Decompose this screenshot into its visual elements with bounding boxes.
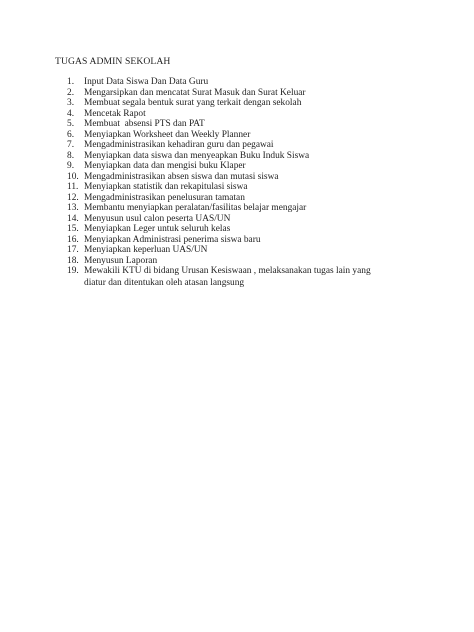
list-item-number: 5.	[67, 119, 75, 129]
list-item-number: 7.	[67, 140, 75, 150]
list-item-number: 9.	[67, 161, 75, 171]
list-item	[55, 203, 435, 214]
list-item-text: Membuat absensi PTS dan PAT	[84, 119, 205, 129]
list-item	[55, 245, 435, 256]
list-item	[55, 161, 435, 172]
list-item	[55, 172, 435, 183]
list-item	[55, 109, 435, 120]
list-item-text: Mencetak Rapot	[84, 108, 146, 119]
list-item-number: 3.	[67, 98, 75, 108]
list-item	[55, 140, 435, 151]
list-item-text: Input Data Siswa Dan Data Guru	[84, 77, 209, 87]
list-item-number: 19.	[67, 266, 79, 276]
list-item	[55, 98, 435, 109]
task-list	[55, 77, 435, 289]
list-item-number: 14.	[67, 213, 79, 224]
list-item	[55, 235, 435, 246]
list-item	[55, 266, 435, 289]
list-item-number: 2.	[67, 87, 75, 98]
list-item-number: 11.	[67, 182, 79, 192]
list-item-text: Mengadministrasikan kehadiran guru dan pegawai	[84, 140, 274, 150]
list-item-number: 17.	[67, 245, 79, 255]
list-item	[55, 130, 435, 141]
list-item	[55, 77, 435, 88]
list-item-number: 15.	[67, 224, 79, 234]
list-item	[55, 193, 435, 204]
list-item-number: 10.	[67, 171, 79, 182]
list-item-text: Menyiapkan statistik dan rekapitulasi siswa	[84, 182, 248, 192]
list-item-number: 1.	[67, 77, 75, 87]
list-item	[55, 182, 435, 193]
list-item-number: 6.	[67, 129, 75, 140]
list-item-number: 4.	[67, 108, 75, 119]
list-item	[55, 151, 435, 162]
list-item-text: Mewakili KTU di bidang Urusan Kesiswaan , melaksanakan tugas lain yang diatur dan ditentukan oleh atasan langsung	[84, 266, 371, 288]
list-item-text: Mengadministrasikan absen siswa dan mutasi siswa	[84, 171, 279, 182]
list-item-text: Menyiapkan keperluan UAS/UN	[84, 245, 208, 255]
list-item-text: Mengadministrasikan penelusuran tamatan	[84, 192, 245, 203]
list-item	[55, 88, 435, 99]
list-item	[55, 214, 435, 225]
list-item-number: 8.	[67, 150, 75, 161]
list-item-text: Menyiapkan Administrasi penerima siswa baru	[84, 234, 261, 245]
list-item-text: Membantu menyiapkan peralatan/fasilitas belajar mengajar	[84, 203, 307, 213]
list-item-number: 18.	[67, 255, 79, 266]
list-item-text: Menyiapkan Leger untuk seluruh kelas	[84, 224, 231, 234]
list-item-number: 12.	[67, 192, 79, 203]
list-item-text: Menyiapkan Worksheet dan Weekly Planner	[84, 129, 251, 140]
list-item	[55, 119, 435, 130]
list-item-text: Membuat segala bentuk surat yang terkait dengan sekolah	[84, 98, 302, 108]
list-item-number: 16.	[67, 234, 79, 245]
list-item	[55, 224, 435, 235]
list-item-number: 13.	[67, 203, 79, 213]
list-item-text: Menyusun Laporan	[84, 255, 158, 266]
list-item-text: Menyusun usul calon peserta UAS/UN	[84, 213, 231, 224]
list-item-text: Mengarsipkan dan mencatat Surat Masuk dan Surat Keluar	[84, 87, 306, 98]
list-item-text: Menyiapkan data siswa dan menyeapkan Buku Induk Siswa	[84, 150, 310, 161]
list-item-text: Menyiapkan data dan mengisi buku Klaper	[84, 161, 246, 171]
document-title: TUGAS ADMIN SEKOLAH	[55, 56, 171, 67]
